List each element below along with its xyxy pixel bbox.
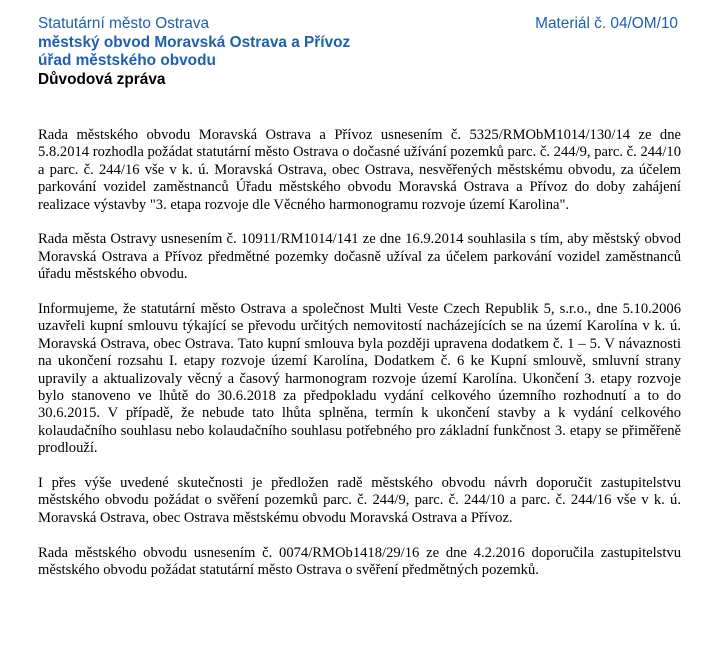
paragraph: Rada městského obvodu usnesením č. 0074/RMOb1418/29/16 ze dne 4.2.2016 doporučila zastupitelstvu městského obvodu požádat statutární město Ostrava o svěření předmětných pozemků. (38, 544, 681, 579)
paragraph: I přes výše uvedené skutečnosti je předložen radě městského obvodu návrh doporučit zastupitelstvu městského obvodu požádat o svěření pozemků parc. č. 244/9, parc. č. 244/10 a parc. č. 244/16 vše v k. ú. Moravská Ostrava, obec Ostrava městskému obvodu Moravská Ostrava a Přívoz. (38, 475, 681, 526)
office-name: úřad městského obvodu (38, 52, 216, 69)
paragraph: Rada města Ostravy usnesením č. 10911/RM1014/141 ze dne 16.9.2014 souhlasila s tím, aby městský obvod Moravská Ostrava a Přívoz předmětné pozemky dočasně užíval za účelem parkování vozidel zaměstnanců úřadu městského obvodu. (38, 231, 681, 283)
report-title: Důvodová zpráva (38, 70, 166, 88)
city-name: Statutární město Ostrava (38, 15, 210, 32)
report-body (38, 127, 681, 580)
paragraph: Informujeme, že statutární město Ostrava a společnost Multi Veste Czech Republik 5, s.r.o., dne 5.10.2006 uzavřeli kupní smlouvu týkající se převodu určitých nemovitostí nacházejících se na území Karolína v k. ú. Moravská Ostrava, obec Ostrava. Tato kupní smlouva byla později upravena dodatkem č. 1 – 5. V návaznosti na ukončení rozsahu I. etapy rozvoje území Karolína, Dodatkem č. 6 ke Kupní smlouvě, smluvní strany upravily a aktualizovaly věcný a časový harmonogram rozvoje území Karolína. Ukončení 3. etapy rozvoje bylo stanoveno ve lhůtě do 30.6.2018 za předpokladu vydání celkového územního rozhodnutí a to do 30.6.2015. V případě, že nebude tato lhůta splněna, termín k ukončení stavby a k vydání celkového kolaudačního souhlasu nebo kolaudačního souhlasu potřebného pro základní funkčnost 3. etapy se přiměřeně prodlouží. (38, 301, 681, 457)
material-number: Materiál č. 04/OM/10 (535, 15, 678, 32)
document-header (38, 15, 678, 89)
paragraph: Rada městského obvodu Moravská Ostrava a Přívoz usnesením č. 5325/RMObM1014/130/14 ze dne 5.8.2014 rozhodla požádat statutární město Ostrava o dočasné užívání pozemků parc. č. 244/9, parc. č. 244/10 a parc. č. 244/16 vše v k. ú. Moravská Ostrava, obec Ostrava, nesvěřených městskému obvodu, za účelem parkování vozidel zaměstnanců Úřadu městského obvodu Moravská Ostrava a Přívoz do doby zahájení realizace výstavby "3. etapa rozvoje dle Věcného harmonogramu rozvoje území Karolina". (38, 127, 681, 213)
district-name: městský obvod Moravská Ostrava a Přívoz (38, 33, 351, 51)
header-first-row (38, 15, 678, 34)
